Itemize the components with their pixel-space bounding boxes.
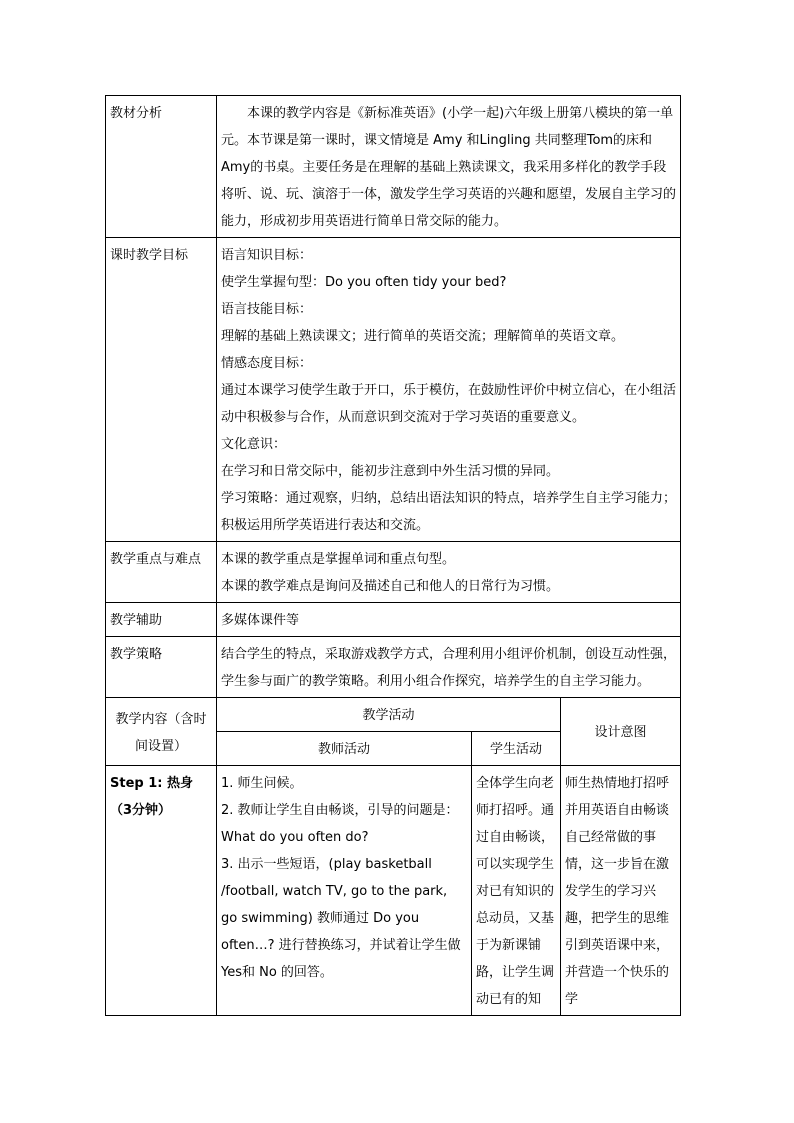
aids-label: 教学辅助 bbox=[106, 603, 217, 637]
step1-label: Step 1: 热身（3分钟） bbox=[106, 766, 217, 1016]
header-content: 教学内容（含时间设置） bbox=[106, 698, 217, 766]
goals-line: 语言技能目标： bbox=[221, 302, 313, 317]
analysis-label: 教材分析 bbox=[106, 96, 217, 238]
goals-line: 情感态度目标： bbox=[221, 356, 313, 371]
aids-text: 多媒体课件等 bbox=[217, 603, 681, 637]
goals-line: 使学生掌握句型：Do you often tidy your bed? bbox=[221, 275, 507, 290]
lesson-plan-page bbox=[105, 95, 680, 1016]
header-activities: 教学活动 bbox=[217, 698, 561, 732]
row-step1 bbox=[106, 766, 681, 1016]
goals-line: 理解的基础上熟读课文；进行简单的英语交流；理解简单的英语文章。 bbox=[221, 329, 625, 344]
step1-student: 全体学生向老师打招呼。通过自由畅谈，可以实现学生对已有知识的总动员，又基于为新课铺路，让学生调动已有的知 bbox=[472, 766, 561, 1016]
step1-teacher-line: 1. 师生问候。 bbox=[221, 776, 303, 791]
focus-content bbox=[217, 542, 681, 603]
row-strategy bbox=[106, 637, 681, 698]
goals-label: 课时教学目标 bbox=[106, 238, 217, 542]
focus-line: 本课的教学难点是询问及描述自己和他人的日常行为习惯。 bbox=[221, 579, 560, 594]
step1-teacher bbox=[217, 766, 472, 1016]
strategy-label: 教学策略 bbox=[106, 637, 217, 698]
strategy-text: 结合学生的特点，采取游戏教学方式，合理利用小组评价机制，创设互动性强，学生参与面广的教学策略。利用小组合作探究，培养学生的自主学习能力。 bbox=[217, 637, 681, 698]
goals-content bbox=[217, 238, 681, 542]
row-analysis bbox=[106, 96, 681, 238]
row-aids bbox=[106, 603, 681, 637]
step1-teacher-line: 2. 教师让学生自由畅谈，引导的问题是：What do you often do? bbox=[221, 803, 459, 845]
step1-intent: 师生热情地打招呼并用英语自由畅谈自己经常做的事情，这一步旨在激发学生的学习兴趣，把学生的思维引到英语课中来，并营造一个快乐的学 bbox=[561, 766, 681, 1016]
analysis-text: 本课的教学内容是《新标准英语》(小学一起)六年级上册第八模块的第一单元。本节课是第一课时，课文情境是 Amy 和Lingling 共同整理Tom的床和Amy的书桌。主要任务是在理解的基础上熟读课文，我采用多样化的教学手段将听、说、玩、演溶于一体，激发学生学习英语的兴趣和愿望，发展自主学习的能力，形成初步用英语进行简单日常交际的能力。 bbox=[217, 96, 681, 238]
goals-line: 通过本课学习使学生敢于开口，乐于模仿，在鼓励性评价中树立信心，在小组活动中积极参与合作，从而意识到交流对于学习英语的重要意义。 bbox=[221, 383, 677, 425]
row-goals bbox=[106, 238, 681, 542]
goals-line: 语言知识目标： bbox=[221, 248, 313, 263]
row-header-top bbox=[106, 698, 681, 732]
header-teacher: 教师活动 bbox=[217, 732, 472, 766]
goals-line: 学习策略：通过观察，归纳，总结出语法知识的特点，培养学生自主学习能力；积极运用所学英语进行表达和交流。 bbox=[221, 491, 677, 533]
goals-line: 在学习和日常交际中，能初步注意到中外生活习惯的异同。 bbox=[221, 464, 560, 479]
row-focus bbox=[106, 542, 681, 603]
header-intent: 设计意图 bbox=[561, 698, 681, 766]
step1-teacher-line: 3. 出示一些短语，(play basketball /football, watch TV, go to the park, go swimming) 教师通过 Do you often…? 进行替换练习，并试着让学生做 Yes和 No 的回答。 bbox=[221, 857, 461, 980]
goals-line: 文化意识： bbox=[221, 437, 287, 452]
lesson-plan-table bbox=[105, 95, 681, 1016]
header-student: 学生活动 bbox=[472, 732, 561, 766]
focus-line: 本课的教学重点是掌握单词和重点句型。 bbox=[221, 552, 456, 567]
focus-label: 教学重点与难点 bbox=[106, 542, 217, 603]
